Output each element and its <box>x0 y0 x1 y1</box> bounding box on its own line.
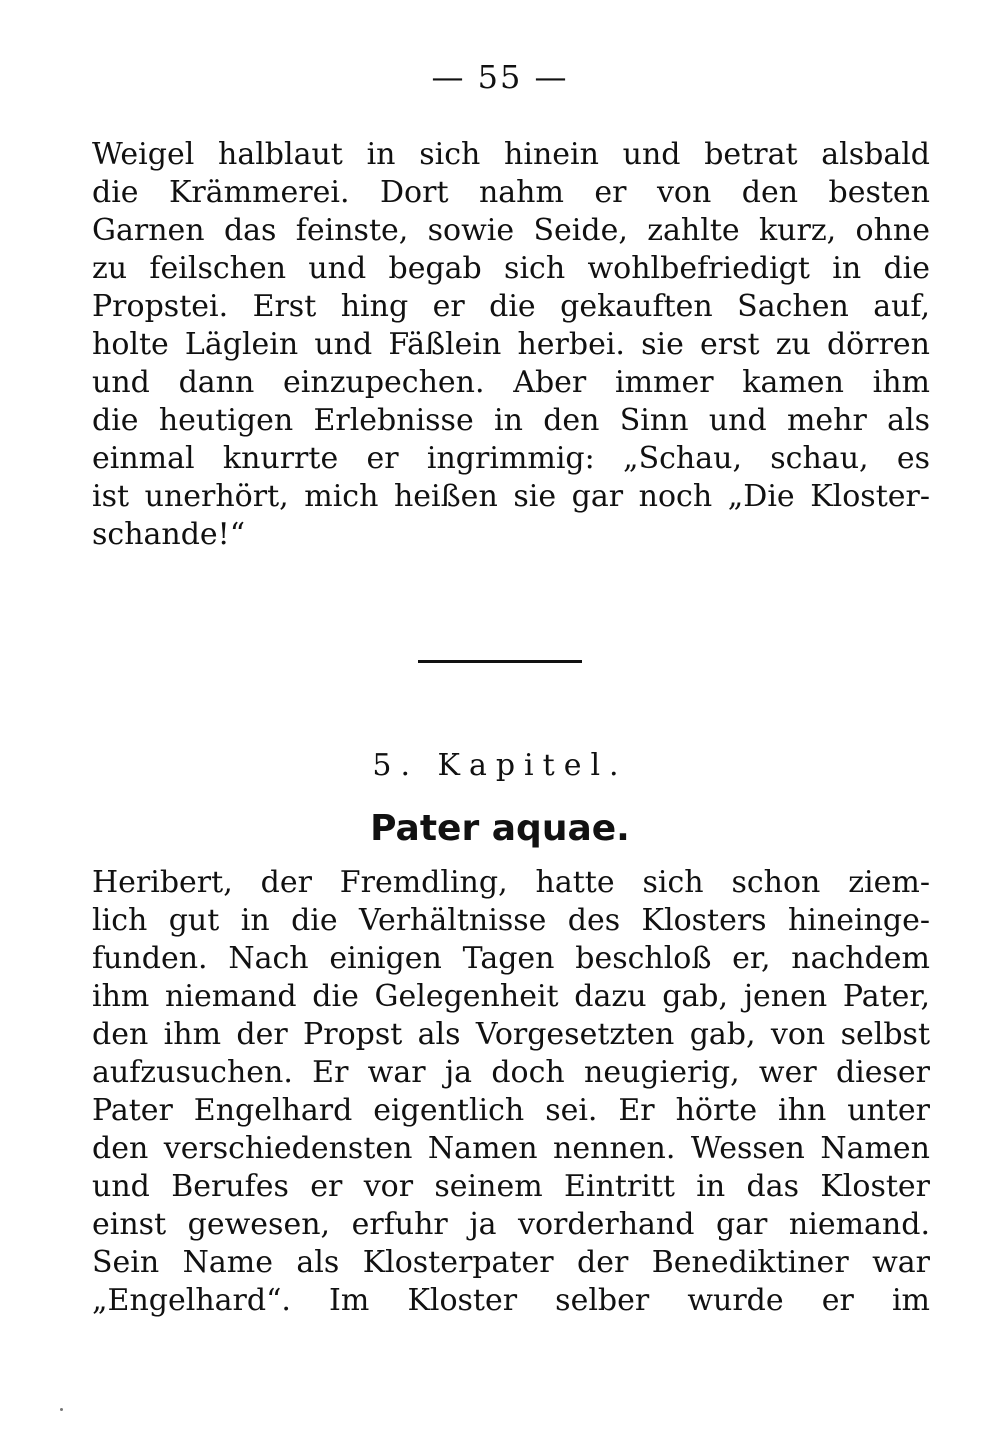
text-line: schande!“ <box>92 517 246 552</box>
text-line: aufzusuchen. Er war ja doch neugierig, wer dieser <box>92 1055 930 1090</box>
text-line: holte Läglein und Fäßlein herbei. sie erst zu dörren <box>92 327 930 362</box>
text-line: funden. Nach einigen Tagen beschloß er, nachdem <box>92 941 930 976</box>
text-line: einmal knurrte er ingrimmig: „Schau, schau, es <box>92 441 930 476</box>
text-line: Propstei. Erst hing er die gekauften Sachen auf, <box>92 289 930 324</box>
text-line: ihm niemand die Gelegenheit dazu gab, jenen Pater, <box>92 979 930 1014</box>
text-line: die Krämmerei. Dort nahm er von den besten <box>92 175 930 210</box>
paragraph-1 <box>92 136 930 554</box>
text-line: die heutigen Erlebnisse in den Sinn und mehr als <box>92 403 930 438</box>
text-line: Heribert, der Fremdling, hatte sich schon ziem- <box>92 865 930 900</box>
text-line: den ihm der Propst als Vorgesetzten gab, von selbst <box>92 1017 930 1052</box>
text-line: Garnen das feinste, sowie Seide, zahlte kurz, ohne <box>92 213 930 248</box>
text-line: und Berufes er vor seinem Eintritt in das Kloster <box>92 1169 930 1204</box>
page-number: — 55 — <box>431 58 569 96</box>
text-line: Weigel halblaut in sich hinein und betrat alsbald <box>92 137 930 172</box>
chapter-label: 5. Kapitel. <box>372 748 628 783</box>
section-divider <box>418 660 582 663</box>
text-line: ist unerhört, mich heißen sie gar noch „Die Kloster- <box>92 479 930 514</box>
chapter-title: Pater aquae. <box>370 808 630 849</box>
text-line: Sein Name als Klosterpater der Benediktiner war <box>92 1245 930 1280</box>
text-line: zu feilschen und begab sich wohlbefriedigt in die <box>92 251 930 286</box>
text-line: lich gut in die Verhältnisse des Klosters hineinge- <box>92 903 930 938</box>
text-line: Pater Engelhard eigentlich sei. Er hörte ihn unter <box>92 1093 930 1128</box>
text-line: einst gewesen, erfuhr ja vorderhand gar niemand. <box>92 1207 930 1242</box>
text-line: und dann einzupechen. Aber immer kamen ihm <box>92 365 930 400</box>
text-line: den verschiedensten Namen nennen. Wessen Namen <box>92 1131 930 1166</box>
text-line: „Engelhard“. Im Kloster selber wurde er im <box>92 1283 930 1318</box>
paragraph-2 <box>92 864 930 1320</box>
print-speck <box>60 1408 63 1411</box>
